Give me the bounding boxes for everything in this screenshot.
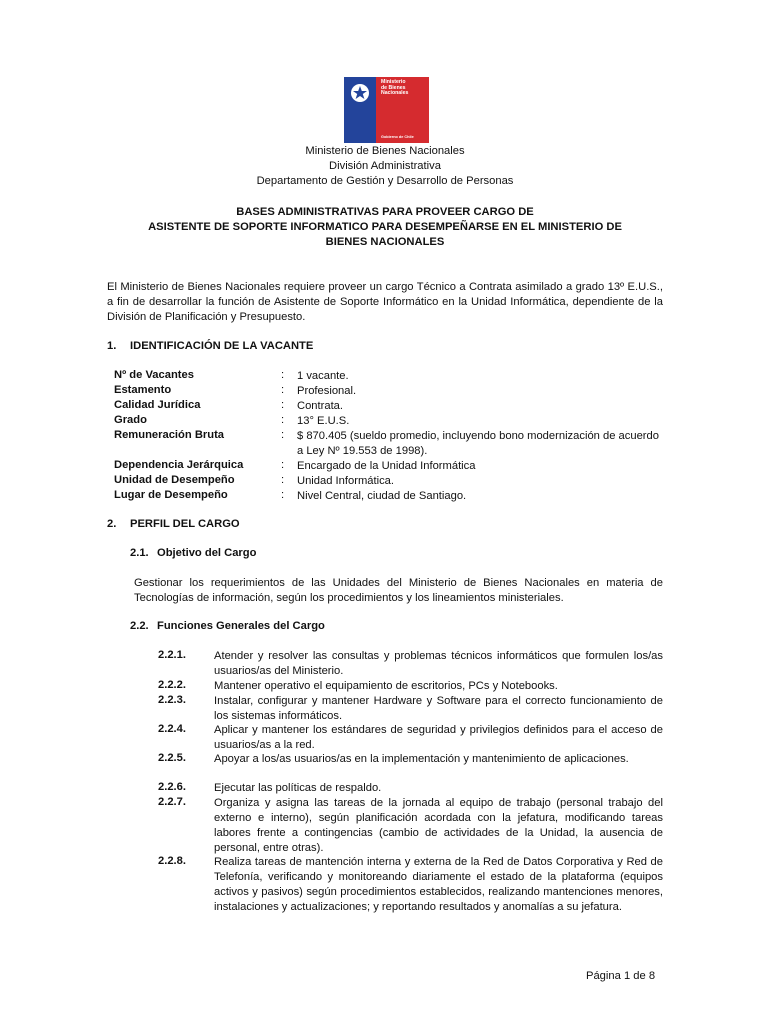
page-number: Página 1 de 8 bbox=[586, 970, 656, 982]
vacancy-row bbox=[0, 489, 770, 504]
function-number: 2.2.5. bbox=[158, 752, 186, 764]
section-1-number: 1. bbox=[107, 340, 117, 352]
section-1-title: IDENTIFICACIÓN DE LA VACANTE bbox=[130, 340, 314, 352]
vacancy-label: Estamento bbox=[114, 384, 172, 396]
function-number: 2.2.6. bbox=[158, 781, 186, 793]
function-text: Atender y resolver las consultas y problemas técnicos informáticos que formulen los/as usuarios/as del Ministerio. bbox=[214, 650, 663, 677]
vacancy-label: Remuneración Bruta bbox=[114, 429, 225, 441]
vacancy-value: Profesional. bbox=[297, 385, 357, 397]
vacancy-row bbox=[0, 459, 770, 474]
subsection-2-1-heading bbox=[130, 547, 430, 562]
vacancy-row bbox=[0, 399, 770, 414]
section-2-heading bbox=[107, 518, 407, 533]
function-text: Aplicar y mantener los estándares de seguridad y privilegios definidos para el acceso de usuarios/as a la red. bbox=[214, 724, 663, 751]
vacancy-colon: : bbox=[281, 474, 285, 486]
vacancy-label: Nº de Vacantes bbox=[114, 369, 194, 381]
title-line-1: BASES ADMINISTRATIVAS PARA PROVEER CARGO DE bbox=[236, 206, 534, 218]
subsection-2-2-heading bbox=[130, 620, 450, 635]
logo-red-band bbox=[376, 77, 429, 143]
function-number: 2.2.8. bbox=[158, 855, 186, 867]
vacancy-value: Unidad Informática. bbox=[297, 475, 395, 487]
vacancy-colon: : bbox=[281, 384, 285, 396]
function-text: Apoyar a los/as usuarios/as en la implementación y mantenimiento de aplicaciones. bbox=[214, 753, 629, 765]
subsection-2-2-number: 2.2. bbox=[130, 620, 149, 632]
vacancy-value: 1 vacante. bbox=[297, 370, 349, 382]
vacancy-colon: : bbox=[281, 414, 285, 426]
function-number: 2.2.7. bbox=[158, 796, 186, 808]
vacancy-colon: : bbox=[281, 429, 285, 441]
section-1-heading bbox=[107, 340, 407, 355]
function-number: 2.2.3. bbox=[158, 694, 186, 706]
vacancy-value: 13° E.U.S. bbox=[297, 415, 350, 427]
function-text: Ejecutar las políticas de respaldo. bbox=[214, 782, 382, 794]
vacancy-value: Encargado de la Unidad Informática bbox=[297, 460, 476, 472]
vacancy-value: $ 870.405 (sueldo promedio, incluyendo bono modernización de acuerdo a Ley Nº 19.553 de 1998). bbox=[297, 430, 659, 457]
title-line-3: BIENES NACIONALES bbox=[325, 236, 445, 248]
vacancy-colon: : bbox=[281, 399, 285, 411]
logo-line-1: Ministerio bbox=[381, 79, 406, 85]
vacancy-value: Nivel Central, ciudad de Santiago. bbox=[297, 490, 467, 502]
intro-paragraph: El Ministerio de Bienes Nacionales requiere proveer un cargo Técnico a Contrata asimilado a grado 13º E.U.S., a fin de desarrollar la función de Asistente de Soporte Informático en la Unidad Informática, dependiente de la División de Planificación y Presupuesto. bbox=[107, 281, 663, 323]
vacancy-row bbox=[0, 369, 770, 384]
vacancy-row bbox=[0, 429, 770, 459]
vacancy-label: Unidad de Desempeño bbox=[114, 474, 235, 486]
function-number: 2.2.2. bbox=[158, 679, 186, 691]
function-number: 2.2.4. bbox=[158, 723, 186, 735]
vacancy-label: Calidad Jurídica bbox=[114, 399, 201, 411]
subsection-2-1-title: Objetivo del Cargo bbox=[157, 547, 257, 559]
vacancy-row bbox=[0, 414, 770, 429]
logo-footer: Gobierno de Chile bbox=[381, 135, 414, 139]
vacancy-colon: : bbox=[281, 489, 285, 501]
vacancy-label: Lugar de Desempeño bbox=[114, 489, 228, 501]
header-department: Departamento de Gestión y Desarrollo de Personas bbox=[256, 175, 514, 187]
logo-text bbox=[381, 80, 408, 97]
vacancy-colon: : bbox=[281, 459, 285, 471]
title-line-2: ASISTENTE DE SOPORTE INFORMATICO PARA DESEMPEÑARSE EN EL MINISTERIO DE bbox=[148, 221, 622, 233]
function-text: Mantener operativo el equipamiento de escritorios, PCs y Notebooks. bbox=[214, 680, 558, 692]
objective-paragraph: Gestionar los requerimientos de las Unidades del Ministerio de Bienes Nacionales en materia de Tecnologías de información, según los procedimientos y los lineamientos ministeriales. bbox=[134, 577, 663, 604]
coat-of-arms-icon bbox=[347, 80, 373, 106]
vacancy-row bbox=[0, 474, 770, 489]
header-division: División Administrativa bbox=[329, 160, 441, 172]
vacancy-value: Contrata. bbox=[297, 400, 344, 412]
vacancy-colon: : bbox=[281, 369, 285, 381]
function-text: Instalar, configurar y mantener Hardware y Software para el correcto funcionamiento de los sistemas informáticos. bbox=[214, 695, 663, 722]
function-number: 2.2.1. bbox=[158, 649, 186, 661]
section-2-number: 2. bbox=[107, 518, 117, 530]
subsection-2-2-title: Funciones Generales del Cargo bbox=[157, 620, 325, 632]
section-2-title: PERFIL DEL CARGO bbox=[130, 518, 240, 530]
vacancy-label: Grado bbox=[114, 414, 147, 426]
logo-blue-band bbox=[344, 77, 376, 143]
header-ministry: Ministerio de Bienes Nacionales bbox=[305, 145, 465, 157]
vacancy-row bbox=[0, 384, 770, 399]
logo-line-2: de Bienes bbox=[381, 84, 406, 91]
vacancy-label: Dependencia Jerárquica bbox=[114, 459, 244, 471]
function-text: Organiza y asigna las tareas de la jornada al equipo de trabajo (personal trabajo del externo e interno), según planificación acordada con la jefatura, modificando tareas labores frente a contingencias (cambio de actividades de la Unidad, la ausencia de personal, entre otras). bbox=[214, 797, 663, 854]
subsection-2-1-number: 2.1. bbox=[130, 547, 149, 559]
ministry-logo bbox=[344, 77, 429, 143]
logo-line-3: Nacionales bbox=[381, 90, 409, 97]
function-text: Realiza tareas de mantención interna y externa de la Red de Datos Corporativa y Red de Telefonía, verificando y monitoreando diariamente el estado de la plataforma (equipos activos y pasivos) según procedimientos establecidos, realizando mantenciones menores, instalaciones y actualizaciones; y reportando resultados y anomalías a su jefatura. bbox=[214, 856, 663, 913]
